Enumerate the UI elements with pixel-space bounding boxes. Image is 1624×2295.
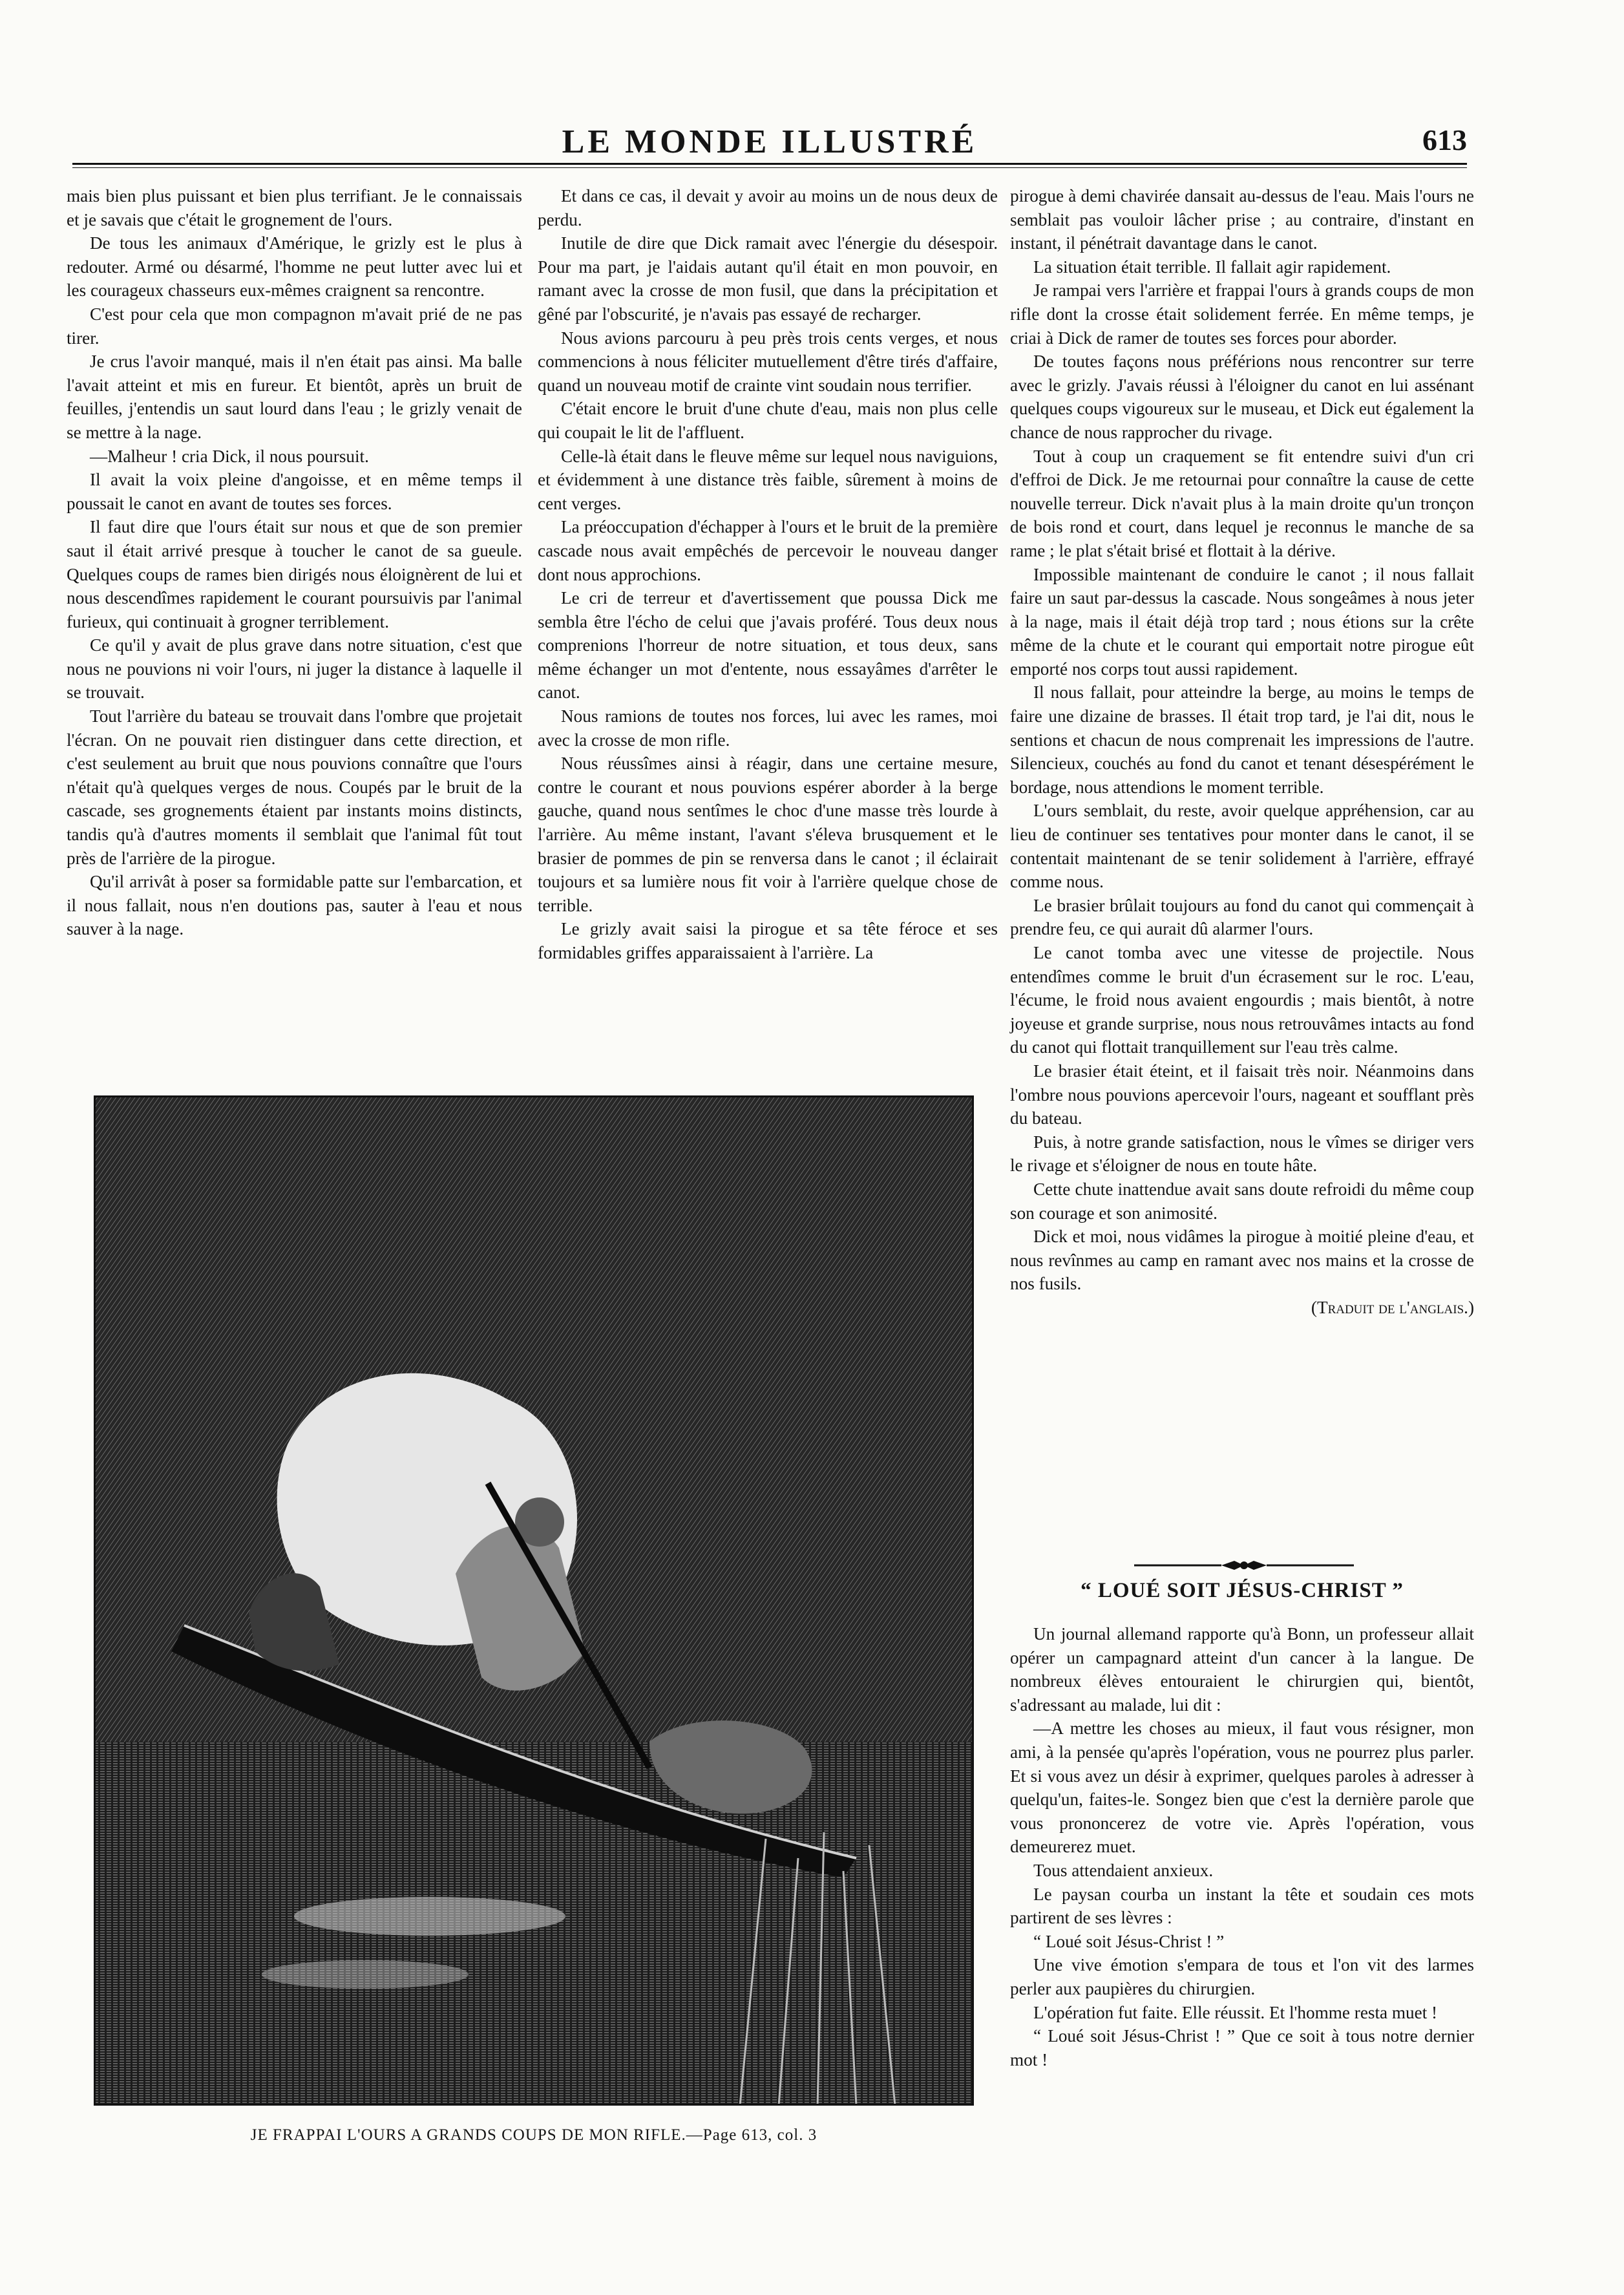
masthead [72,123,1467,168]
paragraph: Tous attendaient anxieux. [1033,1860,1214,1880]
ornament-divider-icon [1131,1559,1357,1572]
paragraph: pirogue à demi chavirée dansait au-dessus de l'eau. Mais l'ours ne semblait pas vouloir lâcher prise ; au contraire, d'instant en instant, il pénétrait davantage dans le canot. [1010,186,1474,253]
paragraph: Et dans ce cas, il devait y avoir au moins un de nous deux de perdu. [538,186,998,229]
paragraph: Le grizly avait saisi la pirogue et sa tête féroce et ses formidables griffes apparaissaient à l'arrière. La [538,919,998,962]
paragraph: Nous avions parcouru à peu près trois cents verges, et nous commencions à nous féliciter mutuellement d'être tirés d'affaire, quand un nouveau motif de crainte vint soudain nous terrifier. [538,328,998,395]
text-column-2 [538,184,998,965]
paragraph: Tout l'arrière du bateau se trouvait dans l'ombre que projetait l'écran. On ne pouvait rien distinguer dans cette direction, et c'est seulement au bruit que nous pouvions connaître que l'ours n'était qu'à quelques verges de nous. Coupés par le bruit de la cascade, ses grognements étaient par instants moins distincts, tandis qu'à d'autres moments il semblait que l'animal fût tout près de l'arrière de la pirogue. [67,706,522,868]
paragraph: L'opération fut faite. Elle réussit. Et l'homme resta muet ! [1033,2002,1438,2022]
paragraph: Puis, à notre grande satisfaction, nous le vîmes se diriger vers le rivage et s'éloigner de nous en toute hâte. [1010,1132,1474,1176]
paragraph: Je rampai vers l'arrière et frappai l'ours à grands coups de mon rifle dont la crosse était solidement ferrée. En même temps, je criai à Dick de ramer de toutes ses forces pour aborder. [1010,280,1474,348]
paragraph: Il faut dire que l'ours était sur nous et que de son premier saut il était arrivé presque à toucher le canot de sa gueule. Quelques coups de rames bien dirigés nous éloignèrent de lui et nous descendîmes rapidement le courant poursuivis par l'animal furieux, qui continuait à grogner terriblement. [67,517,522,631]
paragraph: C'était encore le bruit d'une chute d'eau, mais non plus celle qui coupait le lit de l'affluent. [538,399,998,442]
illustration-caption: JE FRAPPAI L'OURS A GRANDS COUPS DE MON RIFLE.—Page 613, col. 3 [250,2126,817,2144]
paragraph: Je crus l'avoir manqué, mais il n'en était pas ainsi. Ma balle l'avait atteint et mis en fureur. Et bientôt, après un bruit de feuilles, j'entendis un saut lourd dans l'eau ; le grizly venait de se mettre à la nage. [67,352,522,442]
text-column-1 [67,184,522,941]
paragraph: C'est pour cela que mon compagnon m'avait prié de ne pas tirer. [67,304,522,348]
paragraph: Nous réussîmes ainsi à réagir, dans une certaine mesure, contre le courant et nous pouvions espérer aborder à la berge gauche, quand nous sentîmes le choc d'une masse très lourde à l'arrière. Au même instant, l'avant s'éleva brusquement et le brasier de pommes de pin se renversa dans le canot ; il éclairait toujours et sa lumière nous fit voir à l'arrière quelque chose de terrible. [538,754,998,915]
paragraph: mais bien plus puissant et bien plus terrifiant. Je le connaissais et je savais que c'était le grognement de l'ours. [67,186,522,229]
paragraph: —Malheur ! cria Dick, il nous poursuit. [90,446,369,466]
paragraph: Le canot tomba avec une vitesse de projectile. Nous entendîmes comme le bruit d'un écrasement sur le roc. L'eau, l'écume, le froid nous avaient engourdis ; mais bientôt, à notre joyeuse et grande surprise, nous nous retrouvâmes intacts au fond du canot qui flottait tranquillement sur l'eau très calme. [1010,943,1474,1057]
paragraph: —A mettre les choses au mieux, il faut vous résigner, mon ami, à la pensée qu'après l'opération, vous ne pourrez plus parler. Et si vous avez un désir à exprimer, quelques paroles à adresser à quelqu'un, faites-le. Songez bien que c'est la dernière parole que vous prononcerez de votre vie. Après l'opération, vous demeurerez muet. [1010,1719,1474,1857]
paragraph: La préoccupation d'échapper à l'ours et le bruit de la première cascade nous avait empêchés de percevoir le nouveau danger dont nous approchions. [538,517,998,584]
paragraph: L'ours semblait, du reste, avoir quelque appréhension, car au lieu de continuer ses tentatives pour monter dans le canot, il se contentait maintenant de se tenir solidement à l'arrière, effrayé comme nous. [1010,801,1474,892]
paragraph: Tout à coup un craquement se fit entendre suivi d'un cri d'effroi de Dick. Je me retournai pour connaître la cause de cette nouvelle terreur. Dick n'avait plus à la main droite qu'un tronçon de bois rond et court, dans lequel je reconnus le manche de sa rame ; le plat s'était brisé et flottait à la dérive. [1010,446,1474,560]
paragraph: Il avait la voix pleine d'angoisse, et en même temps il poussait le canot en avant de toutes ses forces. [67,470,522,513]
paragraph: Impossible maintenant de conduire le canot ; il nous fallait faire un saut par-dessus la cascade. Nous songeâmes à nous jeter à la nage, mais il était déjà trop tard ; nous étions sur la crête même de la chute et le courant qui emportait notre pirogue eût emporté nos corps tout aussi rapidement. [1010,564,1474,679]
paragraph: Une vive émotion s'empara de tous et l'on vit des larmes perler aux paupières du chirurgien. [1010,1955,1474,1998]
article-title: “ LOUÉ SOIT JÉSUS-CHRIST ” [1081,1579,1404,1602]
paragraph: Il nous fallait, pour atteindre la berge, au moins le temps de faire une dizaine de brasses. Il était trop tard, je l'ai dit, nous le sentions et chacun de nous comprenait les impressions de l'autre. Silencieux, couchés au fond du canot et tenant désespérément le bordage, nous attendions le moment terrible. [1010,682,1474,797]
paragraph: Inutile de dire que Dick ramait avec l'énergie du désespoir. Pour ma part, je l'aidais autant qu'il était en mon pouvoir, en ramant avec la crosse de mon fusil, que dans la précipitation et gêné par l'obscurité, je n'avais pas essayé de recharger. [538,233,998,324]
paragraph: Dick et moi, nous vidâmes la pirogue à moitié pleine d'eau, et nous revînmes au camp en ramant avec nos mains et la crosse de nos fusils. [1010,1227,1474,1294]
text-column-3 [1010,184,1474,1320]
paragraph: Le cri de terreur et d'avertissement que poussa Dick me sembla être l'écho de celui que j'avais proféré. Tous deux nous comprenions l'horreur de notre situation, et tous deux, sans même échanger un mot d'entente, nous essayâmes d'arrêter le canot. [538,588,998,703]
translation-credit: (Traduit de l'anglais.) [1311,1297,1474,1317]
header-rule [72,163,1467,165]
article-body [1010,1622,1474,2071]
paragraph: “ Loué soit Jésus-Christ ! ” [1033,1931,1225,1951]
paragraph: De tous les animaux d'Amérique, le grizly est le plus à redouter. Armé ou désarmé, l'homme ne peut lutter avec lui et les courageux chasseurs eux-mêmes craignent sa rencontre. [67,233,522,301]
paragraph: Cette chute inattendue avait sans doute refroidi du même coup son courage et son animosité. [1010,1179,1474,1223]
paragraph: De toutes façons nous préférions nous rencontrer sur terre avec le grizly. J'avais réussi à l'éloigner du canot en lui assénant quelques coups vigoureux sur le museau, et Dick eut également la chance de nous rapprocher du rivage. [1010,352,1474,442]
page-number: 613 [1422,123,1467,156]
paragraph: La situation était terrible. Il fallait agir rapidement. [1033,257,1391,277]
engraving-illustration [94,1095,974,2106]
paragraph: Le brasier brûlait toujours au fond du canot qui commençait à prendre feu, ce qui aurait dû alarmer l'ours. [1010,895,1474,939]
paragraph: Qu'il arrivât à poser sa formidable patte sur l'embarcation, et il nous fallait, nous n'en doutions pas, sauter à l'eau et nous sauver à la nage. [67,872,522,939]
paragraph: Le brasier était éteint, et il faisait très noir. Néanmoins dans l'ombre nous pouvions apercevoir l'ours, nageant et soufflant près du bateau. [1010,1061,1474,1128]
publication-title: LE MONDE ILLUSTRÉ [562,123,978,160]
paragraph: Ce qu'il y avait de plus grave dans notre situation, c'est que nous ne pouvions ni voir l'ours, ni juger la distance à laquelle il se trouvait. [67,635,522,703]
paragraph: “ Loué soit Jésus-Christ ! ” Que ce soit à tous notre dernier mot ! [1010,2026,1474,2069]
paragraph: Celle-là était dans le fleuve même sur lequel nous naviguions, et évidemment à une distance très faible, sûrement à moins de cent verges. [538,446,998,513]
paragraph: Le paysan courba un instant la tête et soudain ces mots partirent de ses lèvres : [1010,1884,1474,1928]
paragraph: Un journal allemand rapporte qu'à Bonn, un professeur allait opérer un campagnard atteint d'un cancer à la langue. De nombreux élèves entouraient le chirurgien qui, bientôt, s'adressant au malade, lui dit : [1010,1624,1474,1715]
paragraph: Nous ramions de toutes nos forces, lui avec les rames, moi avec la crosse de mon rifle. [538,706,998,750]
header-rule-thin [72,167,1467,168]
